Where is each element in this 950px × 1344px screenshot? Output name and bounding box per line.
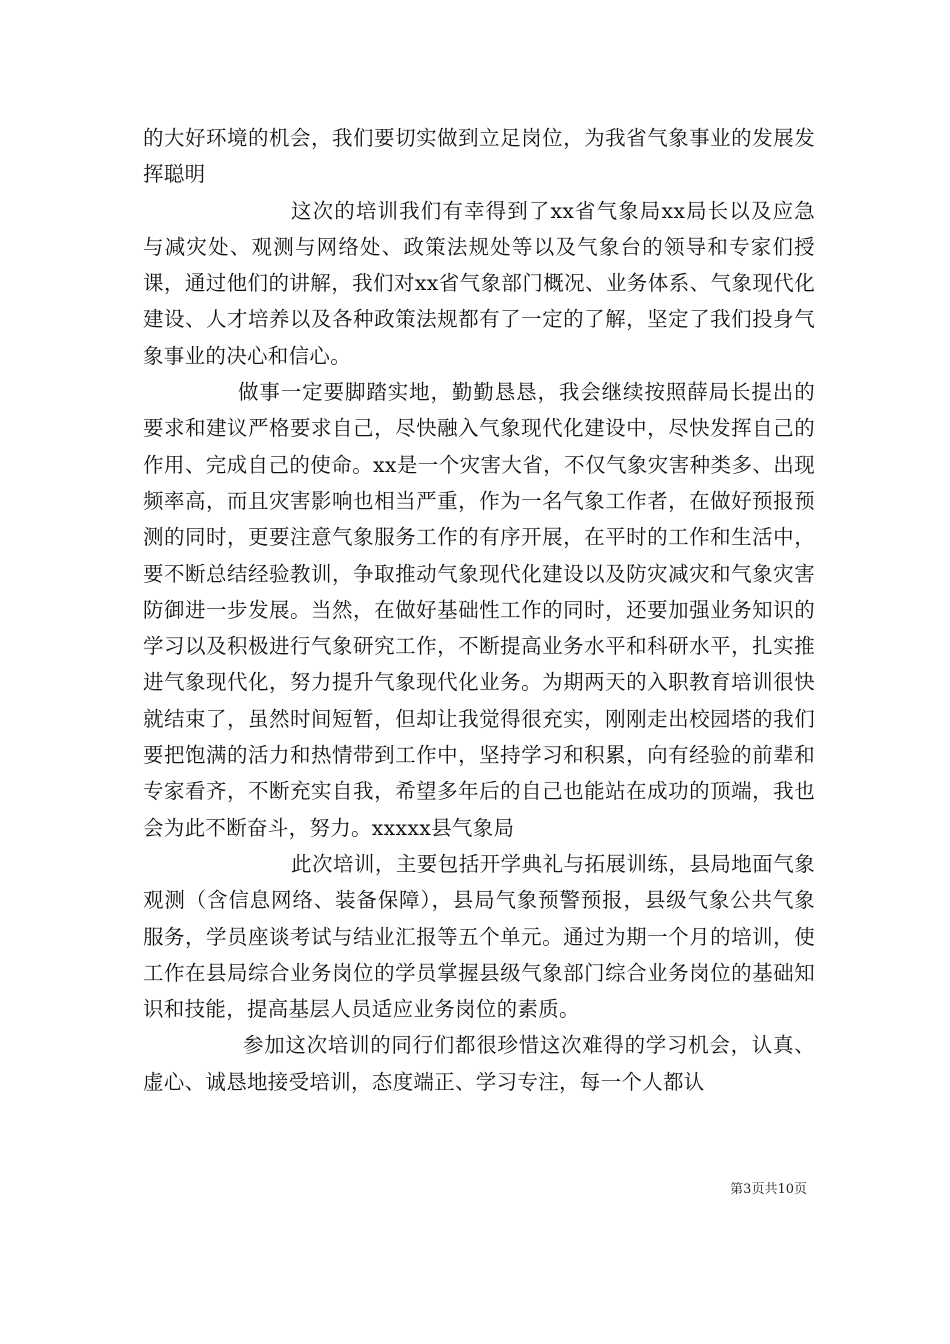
- page-number-footer: 第3页共10页: [730, 1182, 807, 1197]
- paragraph-1: 的大好环境的机会，我们要切实做到立足岗位，为我省气象事业的发展发挥聪明: [143, 126, 815, 187]
- document-body: [143, 120, 815, 1100]
- paragraph-5: 参加这次培训的同行们都很珍惜这次难得的学习机会，认真、虚心、诚恳地接受培训，态度端正、学习专注，每一个人都认: [143, 1033, 815, 1094]
- paragraph-4: 此次培训，主要包括开学典礼与拓展训练，县局地面气象观测（含信息网络、装备保障），县局气象预警预报，县级气象公共气象服务，学员座谈考试与结业汇报等五个单元。通过为期一个月的培训，使工作在县局综合业务岗位的学员掌握县级气象部门综合业务岗位的基础知识和技能，提高基层人员适应业务岗位的素质。: [143, 851, 815, 1022]
- paragraph-2: 这次的培训我们有幸得到了xx省气象局xx局长以及应急与减灾处、观测与网络处、政策法规处等以及气象台的领导和专家们授课，通过他们的讲解，我们对xx省气象部门概况、业务体系、气象现代化建设、人才培养以及各种政策法规都有了一定的了解，坚定了我们投身气象事业的决心和信心。: [143, 198, 815, 368]
- paragraph-3: 做事一定要脚踏实地，勤勤恳恳，我会继续按照薛局长提出的要求和建议严格要求自己，尽快融入气象现代化建设中，尽快发挥自己的作用、完成自己的使命。xx是一个灾害大省，不仅气象灾害种类多、出现频率高，而且灾害影响也相当严重，作为一名气象工作者，在做好预报预测的同时，更要注意气象服务工作的有序开展，在平时的工作和生活中，要不断总结经验教训，争取推动气象现代化建设以及防灾减灾和气象灾害防御进一步发展。当然，在做好基础性工作的同时，还要加强业务知识的学习以及积极进行气象研究工作，不断提高业务水平和科研水平，扎实推进气象现代化，努力提升气象现代化业务。为期两天的入职教育培训很快就结束了，虽然时间短暂，但却让我觉得很充实，刚刚走出校园塔的我们要把饱满的活力和热情带到工作中，坚持学习和积累，向有经验的前辈和专家看齐，不断充实自我，希望多年后的自己也能站在成功的顶端，我也会为此不断奋斗，努力。xxxxx县气象局: [143, 380, 815, 840]
